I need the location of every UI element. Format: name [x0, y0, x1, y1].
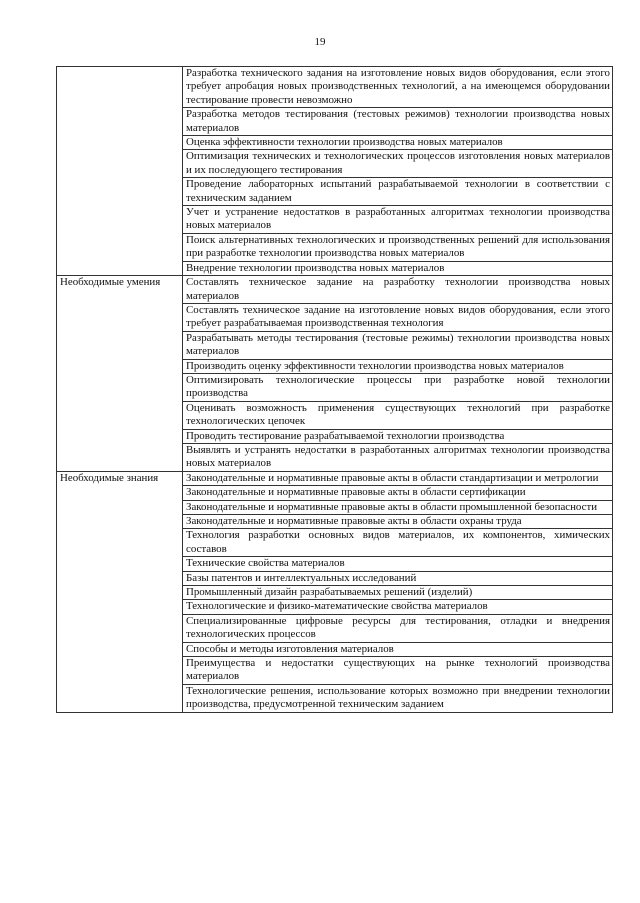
table-cell-item: Выявлять и устранять недостатки в разработанных алгоритмах технологии производства новых материалов	[183, 443, 613, 471]
table-cell-item: Технология разработки основных видов материалов, их компонентов, химических составов	[183, 529, 613, 557]
table-cell-item: Базы патентов и интеллектуальных исследований	[183, 571, 613, 585]
table-cell-item: Способы и методы изготовления материалов	[183, 642, 613, 656]
table-body	[57, 67, 613, 713]
table-cell-item: Производить оценку эффективности технологии производства новых материалов	[183, 359, 613, 373]
table-cell-item: Оценка эффективности технологии производства новых материалов	[183, 136, 613, 150]
page-number: 19	[314, 36, 326, 48]
table-cell-item: Законодательные и нормативные правовые акты в области стандартизации и метрологии	[183, 471, 613, 485]
table-cell-item: Оптимизация технических и технологических процессов изготовления новых материалов и их последующего тестирования	[183, 150, 613, 178]
table-row	[57, 471, 613, 485]
table-cell-item: Учет и устранение недостатков в разработанных алгоритмах технологии производства новых материалов	[183, 206, 613, 234]
table-row	[57, 67, 613, 108]
table-cell-item: Разрабатывать методы тестирования (тестовые режимы) технологии производства новых материалов	[183, 331, 613, 359]
table-cell-item: Оптимизировать технологические процессы при разработке новой технологии производства	[183, 373, 613, 401]
section-label-empty	[57, 67, 183, 276]
section-label: Необходимые умения	[57, 276, 183, 472]
table-cell-item: Разработка методов тестирования (тестовых режимов) технологии производства новых материалов	[183, 108, 613, 136]
competency-table	[56, 66, 613, 713]
table-cell-item: Проведение лабораторных испытаний разрабатываемой технологии в соответствии с техническим заданием	[183, 178, 613, 206]
table-cell-item: Специализированные цифровые ресурсы для тестирования, отладки и внедрения технологических процессов	[183, 614, 613, 642]
table-cell-item: Составлять техническое задание на изготовление новых видов оборудования, если этого требует разрабатываемая производственная технология	[183, 303, 613, 331]
table-row	[57, 276, 613, 304]
table-cell-item: Законодательные и нормативные правовые акты в области сертификации	[183, 486, 613, 500]
table-cell-item: Проводить тестирование разрабатываемой технологии производства	[183, 429, 613, 443]
table-cell-item: Преимущества и недостатки существующих на рынке технологий производства материалов	[183, 657, 613, 685]
table-cell-item: Внедрение технологии производства новых материалов	[183, 261, 613, 275]
table-cell-item: Составлять техническое задание на разработку технологии производства новых материалов	[183, 276, 613, 304]
section-label: Необходимые знания	[57, 471, 183, 712]
table-cell-item: Оценивать возможность применения существующих технологий при разработке технологических цепочек	[183, 401, 613, 429]
table-cell-item: Разработка технического задания на изготовление новых видов оборудования, если этого требует апробация новых производственных технологий, а на имеющемся оборудовании тестирование провести невозможно	[183, 67, 613, 108]
table-cell-item: Технологические решения, использование которых возможно при внедрении технологии производства, предусмотренной техническим заданием	[183, 684, 613, 712]
table-cell-item: Промышленный дизайн разрабатываемых решений (изделий)	[183, 586, 613, 600]
table-cell-item: Законодательные и нормативные правовые акты в области промышленной безопасности	[183, 500, 613, 514]
table-cell-item: Технические свойства материалов	[183, 557, 613, 571]
table-cell-item: Законодательные и нормативные правовые акты в области охраны труда	[183, 515, 613, 529]
table-cell-item: Технологические и физико-математические свойства материалов	[183, 600, 613, 614]
table-cell-item: Поиск альтернативных технологических и производственных решений для использования при разработке технологии производства новых материалов	[183, 233, 613, 261]
